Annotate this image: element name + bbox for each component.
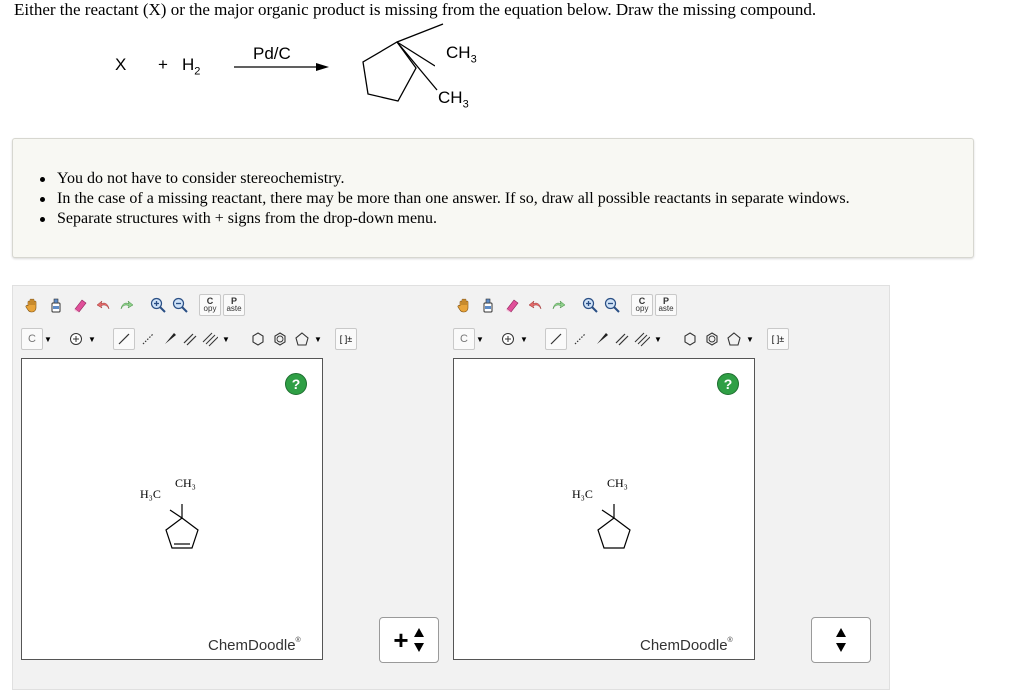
clear-bottle-icon[interactable] — [477, 294, 499, 316]
molecule-1-ch3-label: CH₃ — [175, 476, 196, 490]
undo-icon[interactable] — [93, 294, 115, 316]
drawing-canvas-2[interactable] — [453, 358, 755, 660]
wedge-bond-icon[interactable] — [591, 328, 613, 350]
question-text: Either the reactant (X) or the major organic product is missing from the equation below. Draw the missing compound. — [14, 0, 817, 19]
zoom-out-icon[interactable] — [601, 294, 623, 316]
ring-benzene-icon[interactable] — [269, 328, 291, 350]
up-down-arrows-icon — [835, 626, 847, 654]
hashed-bond-icon[interactable] — [569, 328, 591, 350]
redo-icon[interactable] — [547, 294, 569, 316]
ring-cyclohexane-icon[interactable] — [679, 328, 701, 350]
single-bond-icon[interactable] — [545, 328, 567, 350]
plus-sign-label: + — [393, 625, 409, 655]
copy-button[interactable]: C opy — [199, 294, 221, 316]
chemdoodle-panel — [12, 285, 890, 690]
copy-button[interactable]: C opy — [631, 294, 653, 316]
bond-dropdown-arrow-icon[interactable]: ▼ — [222, 334, 230, 344]
hashed-bond-icon[interactable] — [137, 328, 159, 350]
triple-bond-icon[interactable] — [631, 328, 653, 350]
eraser-icon[interactable] — [69, 294, 91, 316]
product-methyl-bottom: $CH_3$ — [438, 88, 469, 111]
zoom-in-icon[interactable] — [579, 294, 601, 316]
charge-bracket-button[interactable]: [ ]± — [767, 328, 789, 350]
molecule-2-structure — [594, 494, 654, 549]
plus-sign: + — [158, 55, 168, 74]
ring-cyclohexane-icon[interactable] — [247, 328, 269, 350]
molecule-2-ch3-label: CH₃ — [607, 476, 628, 490]
charge-dropdown-arrow-icon[interactable]: ▼ — [88, 334, 96, 344]
bond-dropdown-arrow-icon[interactable]: ▼ — [654, 334, 662, 344]
reaction-arrow — [232, 60, 332, 74]
instructions-box — [12, 138, 974, 258]
ring-cyclopentane-icon[interactable] — [723, 328, 745, 350]
paste-button[interactable]: P aste — [655, 294, 677, 316]
hand-tool-icon[interactable] — [21, 294, 43, 316]
atom-select-button[interactable]: C — [453, 328, 475, 350]
charge-plus-icon[interactable] — [497, 328, 519, 350]
clear-bottle-icon[interactable] — [45, 294, 67, 316]
triple-bond-icon[interactable] — [199, 328, 221, 350]
molecule-1-structure — [162, 494, 222, 549]
atom-select-button[interactable]: C — [21, 328, 43, 350]
charge-plus-icon[interactable] — [65, 328, 87, 350]
double-bond-icon[interactable] — [611, 328, 633, 350]
chemdoodle-brand: ChemDoodle® — [640, 637, 733, 654]
atom-dropdown-arrow-icon[interactable]: ▼ — [476, 334, 484, 344]
double-bond-icon[interactable] — [179, 328, 201, 350]
ring-dropdown-arrow-icon[interactable]: ▼ — [314, 334, 322, 344]
atom-dropdown-arrow-icon[interactable]: ▼ — [44, 334, 52, 344]
zoom-out-icon[interactable] — [169, 294, 191, 316]
catalyst-label: Pd/C — [253, 44, 291, 63]
structure-separator-selector[interactable] — [811, 617, 871, 663]
chemdoodle-brand: ChemDoodle® — [208, 637, 301, 654]
plus-selector[interactable] — [379, 617, 439, 663]
undo-icon[interactable] — [525, 294, 547, 316]
ring-cyclopentane-icon[interactable] — [291, 328, 313, 350]
hydrogen: $H_2$ — [182, 55, 201, 78]
drawing-canvas-1[interactable] — [21, 358, 323, 660]
note-stereochemistry: You do not have to consider stereochemistry. — [57, 169, 850, 189]
ring-dropdown-arrow-icon[interactable]: ▼ — [746, 334, 754, 344]
product-methyl-top: $CH_3$ — [446, 43, 477, 66]
ring-benzene-icon[interactable] — [701, 328, 723, 350]
reactant-x: X — [115, 55, 127, 74]
wedge-bond-icon[interactable] — [159, 328, 181, 350]
single-bond-icon[interactable] — [113, 328, 135, 350]
redo-icon[interactable] — [115, 294, 137, 316]
note-separate-structures: Separate structures with + signs from the drop-down menu. — [57, 209, 850, 229]
charge-dropdown-arrow-icon[interactable]: ▼ — [520, 334, 528, 344]
help-button[interactable]: ? — [717, 373, 739, 395]
help-button[interactable]: ? — [285, 373, 307, 395]
instructions-list — [57, 169, 850, 229]
note-multiple-answers: In the case of a missing reactant, there may be more than one answer. If so, draw all possible reactants in separate windows. — [57, 190, 850, 207]
hand-tool-icon[interactable] — [453, 294, 475, 316]
charge-bracket-button[interactable]: [ ]± — [335, 328, 357, 350]
molecule-1-h3c-label: H₃C — [140, 487, 161, 501]
paste-button[interactable]: P aste — [223, 294, 245, 316]
zoom-in-icon[interactable] — [147, 294, 169, 316]
up-down-arrows-icon — [413, 626, 425, 654]
eraser-icon[interactable] — [501, 294, 523, 316]
molecule-2-h3c-label: H₃C — [572, 487, 593, 501]
